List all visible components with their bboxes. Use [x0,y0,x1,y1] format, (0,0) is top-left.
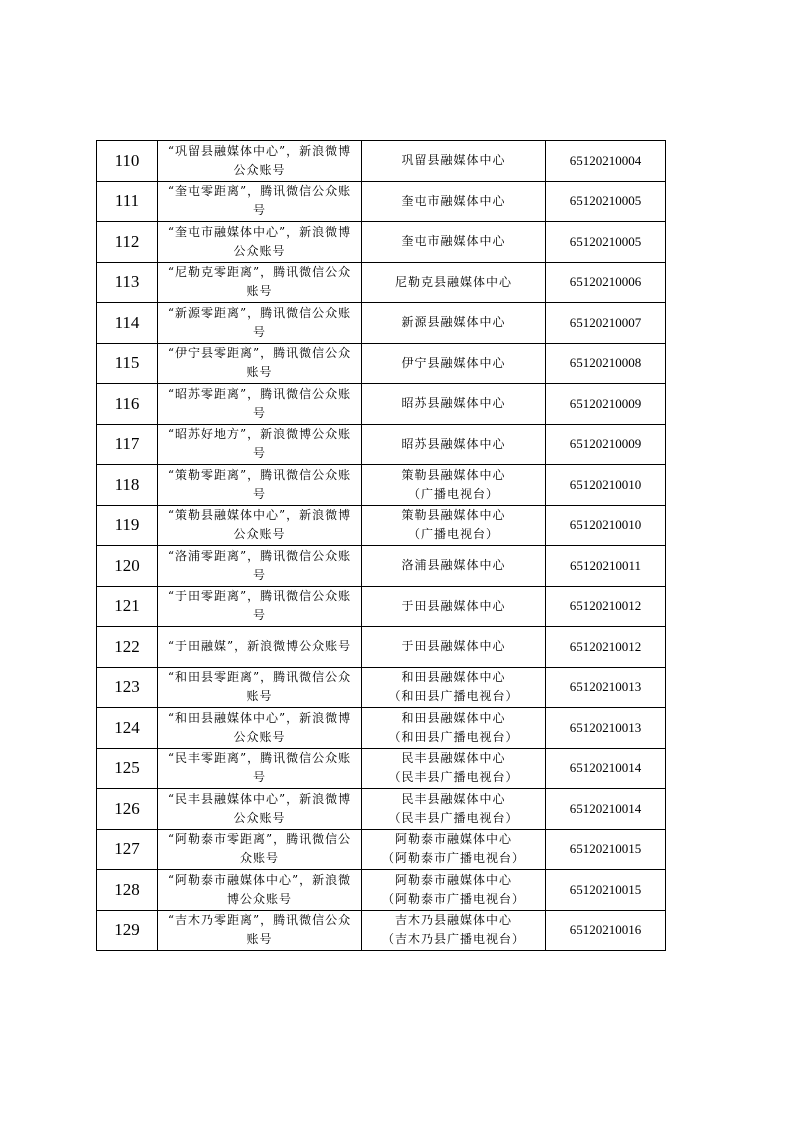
unit-cell [362,343,546,384]
unit-name-line: 策勒县融媒体中心 [401,467,506,482]
unit-name-line: 奎屯市融媒体中心 [401,193,506,208]
account-cell [158,424,362,465]
account-cell [158,343,362,384]
account-name: “巩留县融媒体中心”，新浪微博公众账号 [167,143,352,177]
table-row [97,424,666,465]
account-name: “伊宁县零距离”，腾讯微信公众账号 [167,346,352,380]
account-cell [158,546,362,587]
unit-name-line: 阿勒泰市融媒体中心 [394,872,512,887]
unit-name-line: 阿勒泰市融媒体中心 [394,832,512,847]
account-name: “策勒零距离”，腾讯微信公众账号 [167,467,352,501]
unit-cell [362,424,546,465]
unit-name-line: 巩留县融媒体中心 [401,153,506,168]
account-name: “策勒县融媒体中心”，新浪微博公众账号 [167,508,352,542]
account-cell [158,505,362,546]
registry-table [96,140,666,951]
unit-name-line: 昭苏县融媒体中心 [401,396,506,411]
table-row [97,627,666,668]
registration-code: 65120210008 [546,343,666,384]
row-number: 128 [97,870,158,911]
account-name: “民丰零距离”，腾讯微信公众账号 [167,751,352,785]
account-cell [158,870,362,911]
unit-cell [362,303,546,344]
unit-cell [362,384,546,425]
table-row [97,343,666,384]
unit-name-line: （和田县广播电视台） [388,729,519,744]
unit-name-line: 吉木乃县融媒体中心 [394,913,512,928]
table-row [97,141,666,182]
account-cell [158,910,362,951]
unit-name-line: （民丰县广播电视台） [388,770,519,785]
unit-cell [362,505,546,546]
unit-name-line: （阿勒泰市广播电视台） [381,891,525,906]
registration-code: 65120210006 [546,262,666,303]
registration-code: 65120210011 [546,546,666,587]
account-name: “新源零距离”，腾讯微信公众账号 [167,305,352,339]
account-cell [158,384,362,425]
unit-cell [362,627,546,668]
unit-cell [362,465,546,506]
registration-code: 65120210015 [546,829,666,870]
registration-code: 65120210013 [546,667,666,708]
unit-name-line: 和田县融媒体中心 [401,710,506,725]
account-cell [158,222,362,263]
row-number: 115 [97,343,158,384]
row-number: 121 [97,586,158,627]
table-row [97,870,666,911]
unit-name-line: 奎屯市融媒体中心 [401,234,506,249]
unit-cell [362,789,546,830]
account-cell [158,829,362,870]
unit-cell [362,262,546,303]
unit-name-line: （民丰县广播电视台） [388,810,519,825]
unit-name-line: 新源县融媒体中心 [401,315,506,330]
account-name: “和田县零距离”，腾讯微信公众账号 [167,670,352,704]
unit-cell [362,870,546,911]
unit-cell [362,748,546,789]
unit-name-line: （广播电视台） [407,527,499,542]
unit-cell [362,829,546,870]
row-number: 118 [97,465,158,506]
registration-code: 65120210010 [546,505,666,546]
registration-code: 65120210007 [546,303,666,344]
unit-cell [362,910,546,951]
row-number: 123 [97,667,158,708]
account-cell [158,708,362,749]
registration-code: 65120210014 [546,789,666,830]
row-number: 110 [97,141,158,182]
registration-code: 65120210012 [546,627,666,668]
unit-name-line: 洛浦县融媒体中心 [401,558,506,573]
account-name: “昭苏好地方”，新浪微博公众账号 [167,427,352,461]
account-name: “吉木乃零距离”，腾讯微信公众账号 [167,913,352,947]
account-name: “尼勒克零距离”，腾讯微信公众账号 [167,265,352,299]
table-body [97,141,666,951]
registration-code: 65120210009 [546,424,666,465]
table-row [97,546,666,587]
row-number: 112 [97,222,158,263]
table-row [97,708,666,749]
registration-code: 65120210015 [546,870,666,911]
row-number: 129 [97,910,158,951]
row-number: 117 [97,424,158,465]
table-row [97,586,666,627]
unit-name-line: 和田县融媒体中心 [401,670,506,685]
account-cell [158,262,362,303]
account-cell [158,181,362,222]
table-row [97,222,666,263]
account-name: “阿勒泰市零距离”，腾讯微信公众账号 [167,832,352,866]
table-row [97,748,666,789]
registration-code: 65120210012 [546,586,666,627]
account-cell [158,667,362,708]
unit-name-line: （阿勒泰市广播电视台） [381,851,525,866]
account-name: “奎屯零距离”，腾讯微信公众账号 [167,184,352,218]
unit-cell [362,586,546,627]
unit-cell [362,708,546,749]
registration-code: 65120210016 [546,910,666,951]
registration-code: 65120210010 [546,465,666,506]
row-number: 119 [97,505,158,546]
unit-name-line: （和田县广播电视台） [388,689,519,704]
row-number: 125 [97,748,158,789]
account-name: “和田县融媒体中心”，新浪微博公众账号 [167,710,352,744]
unit-name-line: 于田县融媒体中心 [401,639,506,654]
account-cell [158,586,362,627]
registration-code: 65120210005 [546,222,666,263]
row-number: 127 [97,829,158,870]
unit-cell [362,667,546,708]
unit-cell [362,546,546,587]
unit-name-line: 策勒县融媒体中心 [401,508,506,523]
registration-code: 65120210014 [546,748,666,789]
unit-name-line: 昭苏县融媒体中心 [401,436,506,451]
row-number: 113 [97,262,158,303]
unit-cell [362,141,546,182]
account-name: “于田融媒”，新浪微博公众账号 [167,639,352,654]
account-name: “民丰县融媒体中心”，新浪微博公众账号 [167,791,352,825]
table-row [97,829,666,870]
registration-code: 65120210004 [546,141,666,182]
account-name: “洛浦零距离”，腾讯微信公众账号 [167,548,352,582]
row-number: 122 [97,627,158,668]
row-number: 116 [97,384,158,425]
account-cell [158,303,362,344]
account-cell [158,748,362,789]
table-row [97,262,666,303]
unit-name-line: （吉木乃县广播电视台） [381,932,525,947]
table-row [97,181,666,222]
registration-code: 65120210013 [546,708,666,749]
unit-name-line: （广播电视台） [407,486,499,501]
row-number: 111 [97,181,158,222]
unit-name-line: 尼勒克县融媒体中心 [394,274,512,289]
registration-code: 65120210005 [546,181,666,222]
table-row [97,384,666,425]
table-row [97,505,666,546]
row-number: 126 [97,789,158,830]
account-name: “于田零距离”，腾讯微信公众账号 [167,589,352,623]
table-row [97,910,666,951]
account-name: “奎屯市融媒体中心”，新浪微博公众账号 [167,224,352,258]
unit-name-line: 民丰县融媒体中心 [401,751,506,766]
account-cell [158,141,362,182]
account-name: “昭苏零距离”，腾讯微信公众账号 [167,386,352,420]
row-number: 120 [97,546,158,587]
unit-name-line: 民丰县融媒体中心 [401,791,506,806]
table-row [97,465,666,506]
table-row [97,789,666,830]
registration-code: 65120210009 [546,384,666,425]
unit-cell [362,222,546,263]
account-cell [158,627,362,668]
row-number: 124 [97,708,158,749]
unit-cell [362,181,546,222]
row-number: 114 [97,303,158,344]
unit-name-line: 于田县融媒体中心 [401,598,506,613]
account-name: “阿勒泰市融媒体中心”，新浪微博公众账号 [167,872,352,906]
account-cell [158,465,362,506]
table-row [97,667,666,708]
account-cell [158,789,362,830]
unit-name-line: 伊宁县融媒体中心 [401,355,506,370]
table-row [97,303,666,344]
